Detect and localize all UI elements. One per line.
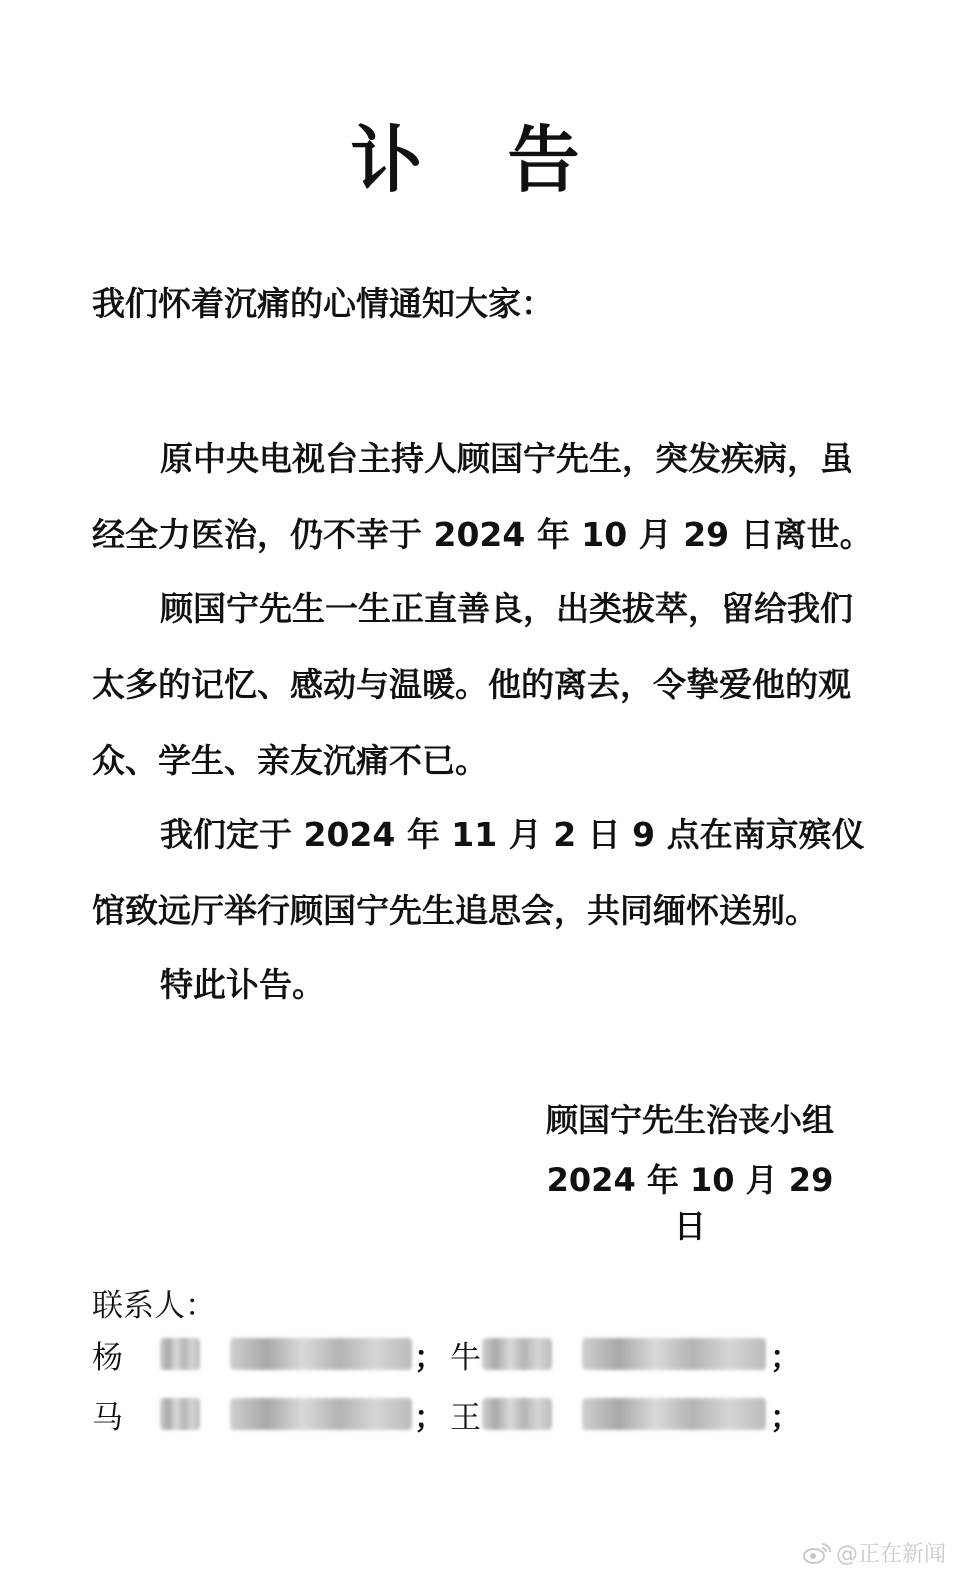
redacted-name bbox=[160, 1398, 200, 1430]
paragraph-closing: 特此讣告。 bbox=[160, 965, 325, 1004]
redacted-phone bbox=[230, 1338, 412, 1370]
separator: ； bbox=[414, 1340, 445, 1376]
weibo-icon bbox=[802, 1541, 832, 1565]
signature-date: 2024 年 10 月 29 日 bbox=[546, 1161, 834, 1245]
redacted-phone bbox=[230, 1398, 412, 1430]
paragraph-memorial: 我们定于 2024 年 11 月 2 日 9 点在南京殡仪馆致远厅举行顾国宁先生追思会，共同缅怀送别。 bbox=[92, 815, 865, 930]
watermark bbox=[802, 1537, 946, 1568]
document-title: 讣 告 bbox=[350, 118, 610, 202]
paragraph-tribute: 顾国宁先生一生正直善良，出类拔萃，留给我们太多的记忆、感动与温暖。他的离去，令挚爱他的观众、学生、亲友沉痛不已。 bbox=[92, 589, 853, 780]
greeting: 我们怀着沉痛的心情通知大家： bbox=[92, 284, 554, 323]
separator: ； bbox=[770, 1340, 801, 1376]
contact-surname: 杨 bbox=[92, 1340, 123, 1376]
redacted-phone bbox=[582, 1338, 766, 1370]
paragraph-announcement: 原中央电视台主持人顾国宁先生，突发疾病，虽经全力医治，仍不幸于 2024 年 10 月 29 日离世。 bbox=[92, 439, 873, 554]
contact-surname: 王 bbox=[450, 1400, 481, 1436]
redacted-name bbox=[482, 1338, 552, 1370]
contact-row bbox=[92, 1392, 801, 1436]
watermark-text: @正在新闻 bbox=[835, 1542, 946, 1567]
contacts-label: 联系人： bbox=[92, 1288, 216, 1324]
redacted-name bbox=[482, 1398, 552, 1430]
contact-surname: 牛 bbox=[450, 1340, 481, 1376]
redacted-phone bbox=[582, 1398, 766, 1430]
separator: ； bbox=[414, 1400, 445, 1436]
contact-surname: 马 bbox=[92, 1400, 123, 1436]
signature-organization: 顾国宁先生治丧小组 bbox=[545, 1101, 834, 1139]
redacted-name bbox=[160, 1338, 200, 1370]
contact-row bbox=[92, 1332, 801, 1376]
separator: ； bbox=[770, 1400, 801, 1436]
